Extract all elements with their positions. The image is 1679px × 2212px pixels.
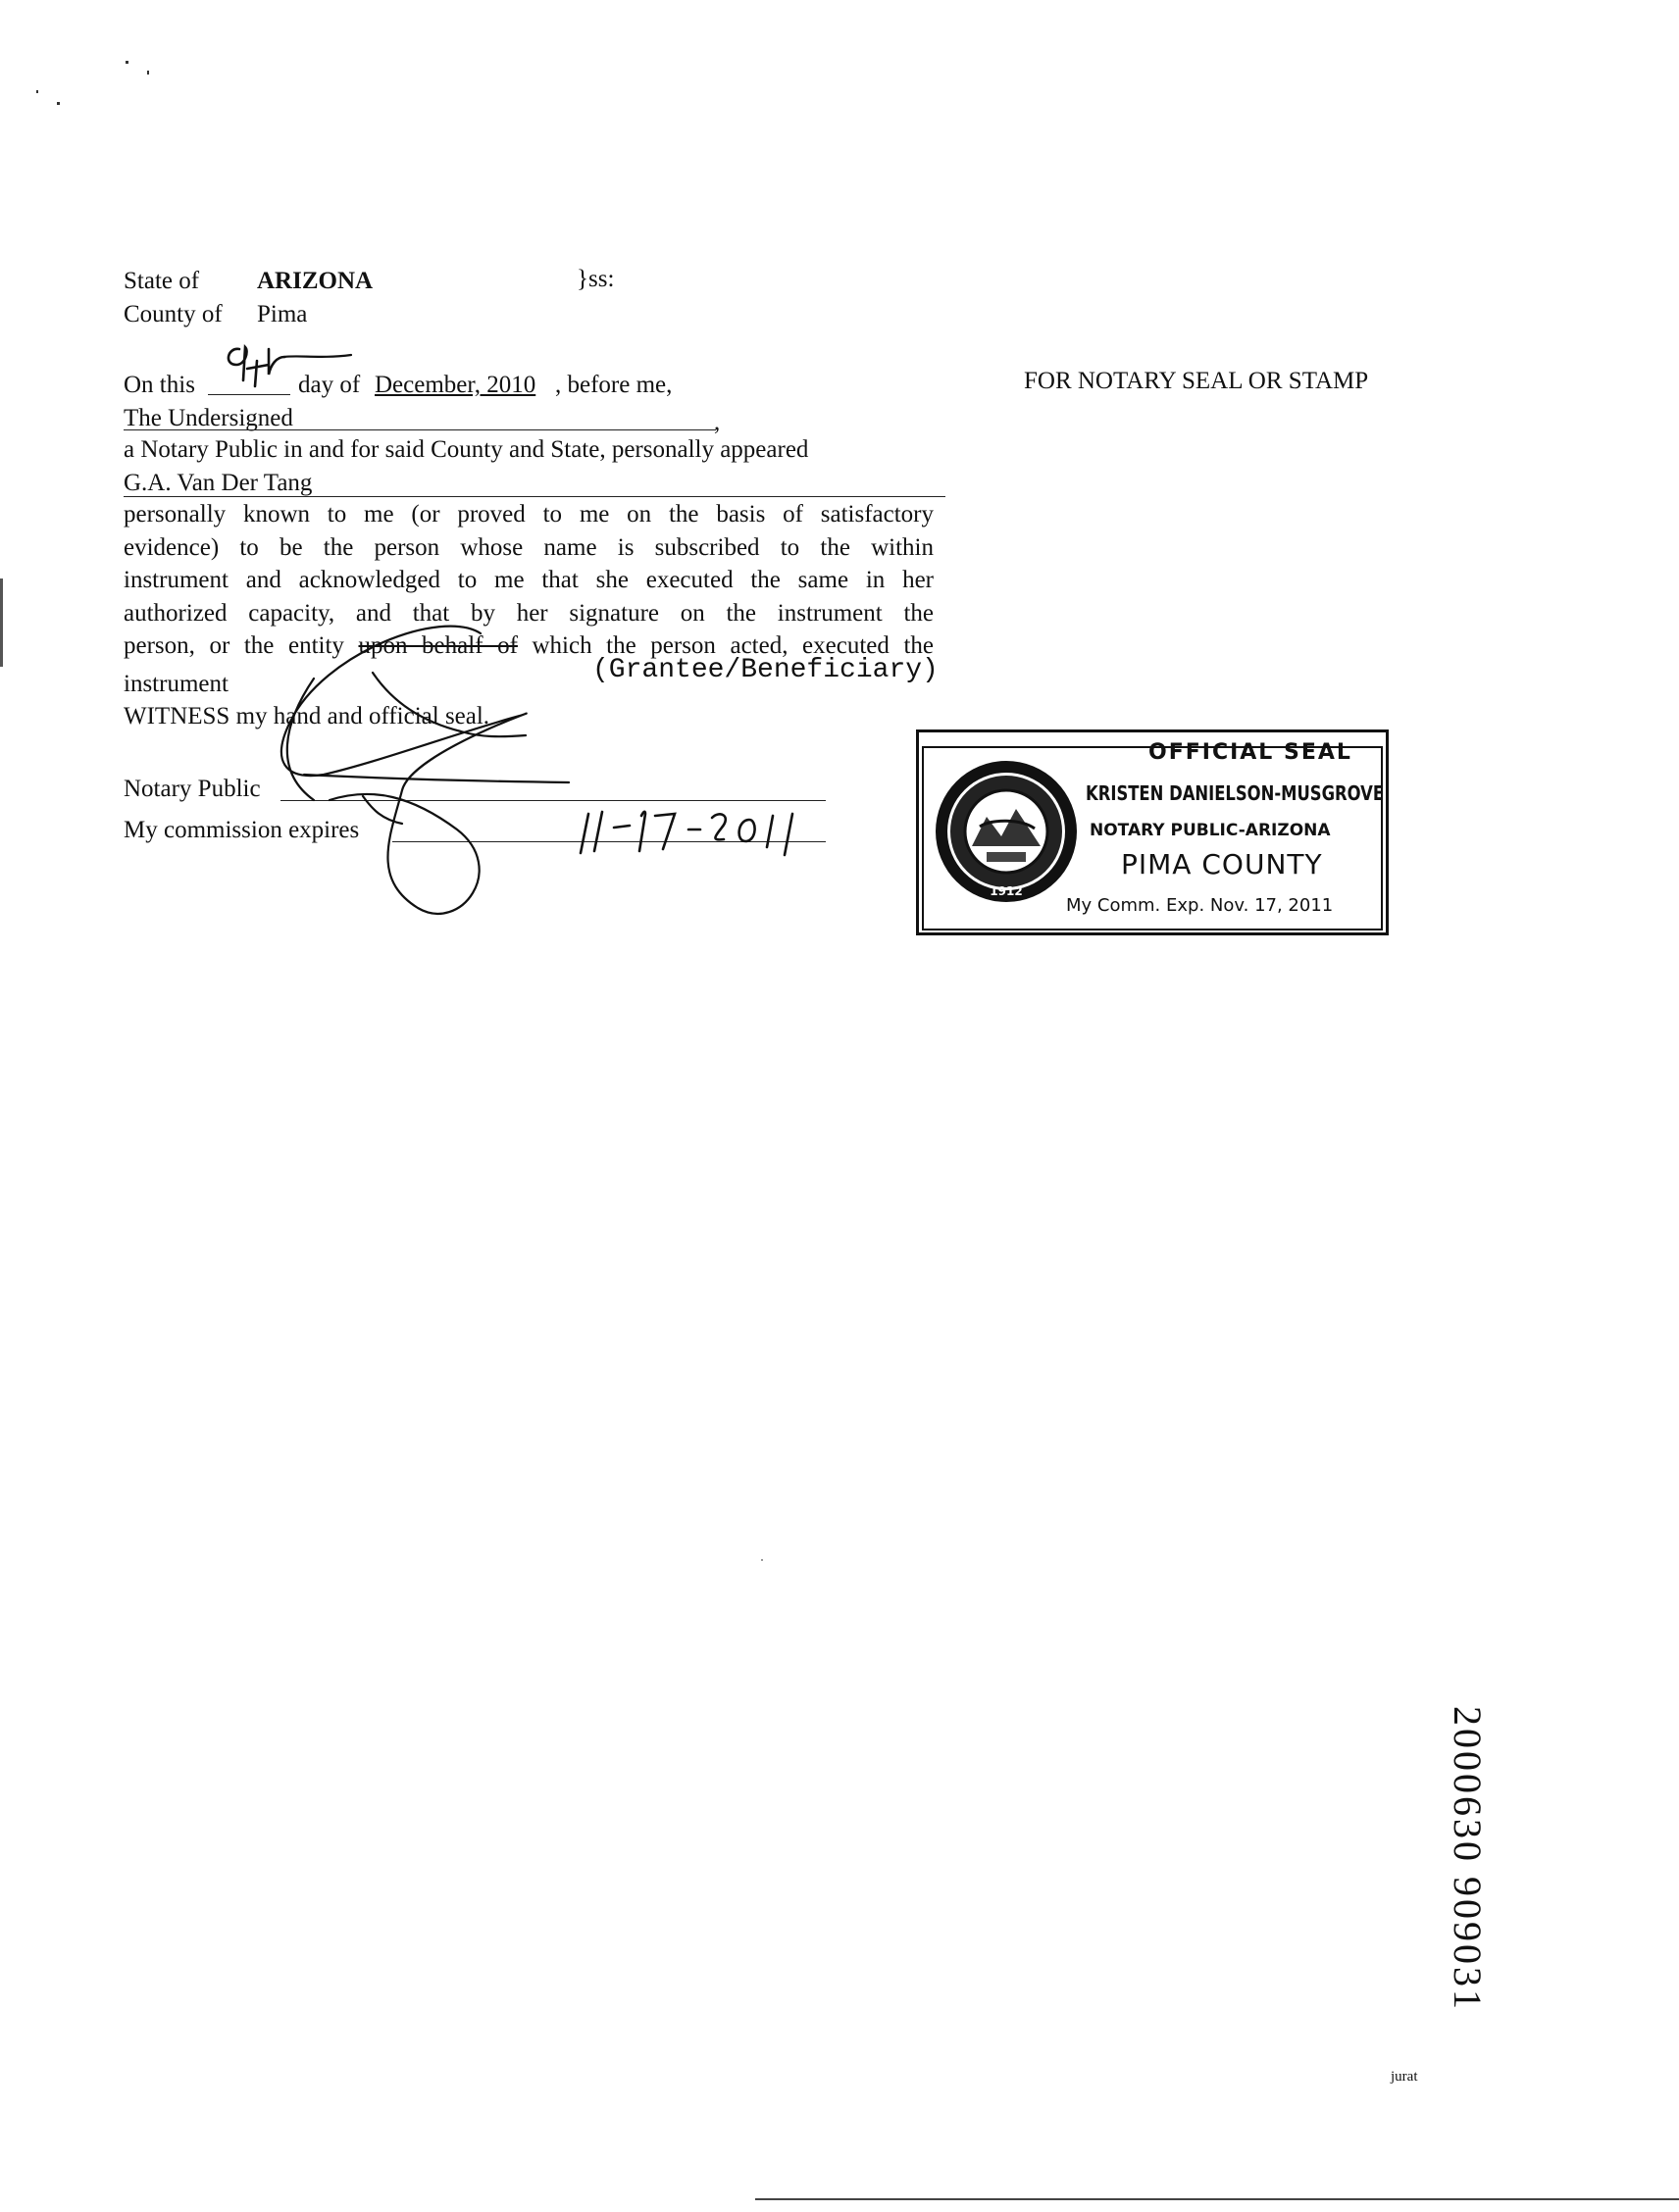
- day-of-label: day of: [298, 372, 361, 398]
- before-me-label: , before me,: [555, 372, 673, 398]
- witness-line: WITNESS my hand and official seal.: [124, 703, 490, 729]
- side-document-number: 2000630 909031: [1446, 1706, 1490, 2012]
- body-line: instrument and acknowledged to me that she executed the same in her: [124, 567, 934, 594]
- notary-stamp: [916, 729, 1389, 935]
- scan-border-bottom: [755, 2198, 1679, 2200]
- struck-text: upon behalf of: [358, 632, 518, 660]
- state-seal-graphic: [933, 758, 1080, 905]
- county-value: Pima: [257, 301, 308, 327]
- notary-statement: a Notary Public in and for said County and State, personally appeared: [124, 436, 809, 463]
- officer-name-line: [124, 429, 716, 430]
- on-this-label: On this: [124, 372, 195, 398]
- stamp-title: OFFICIAL SEAL: [1148, 740, 1352, 765]
- stamp-role: NOTARY PUBLIC-ARIZONA: [1090, 821, 1331, 840]
- commission-label: My commission expires: [124, 817, 360, 843]
- scan-speck: [147, 71, 149, 75]
- officer-name: The Undersigned: [124, 405, 293, 431]
- body-line: authorized capacity, and that by her signature on the instrument the: [124, 599, 934, 627]
- scan-speck: [761, 1559, 763, 1561]
- commission-date-handwritten: [575, 806, 830, 859]
- body-line-start: person, or the entity: [124, 632, 359, 660]
- officer-comma: ,: [714, 409, 721, 435]
- ss-mark: }ss:: [577, 266, 615, 292]
- notary-signature: [265, 614, 579, 928]
- stamp-expiry: My Comm. Exp. Nov. 17, 2011: [1066, 895, 1334, 916]
- state-label: State of: [124, 268, 200, 294]
- instrument-word: instrument: [124, 671, 229, 697]
- stamp-notary-name: KRISTEN DANIELSON-MUSGROVE: [1086, 781, 1385, 805]
- footer-label: jurat: [1391, 2069, 1418, 2085]
- appeared-name: G.A. Van Der Tang: [124, 470, 313, 496]
- state-seal-icon: [933, 758, 1080, 905]
- seal-area-label: FOR NOTARY SEAL OR STAMP: [1024, 368, 1369, 394]
- scan-speck: [126, 61, 128, 64]
- scan-speck: [36, 90, 38, 93]
- capacity-text: (Grantee/Beneficiary): [592, 655, 939, 685]
- scan-speck: [57, 102, 60, 105]
- notary-public-label: Notary Public: [124, 776, 261, 802]
- commission-date-handwriting-image: [575, 806, 830, 859]
- county-label: County of: [124, 301, 223, 327]
- body-line: personally known to me (or proved to me on the basis of satisfactory: [124, 501, 934, 528]
- appeared-name-line: [124, 496, 945, 497]
- date-typed: December, 2010: [375, 372, 536, 398]
- body-line-end: which the person acted, executed the: [517, 632, 934, 660]
- notary-signature-image: [265, 614, 579, 928]
- state-value: ARIZONA: [257, 268, 374, 294]
- body-line: evidence) to be the person whose name is subscribed to the within: [124, 533, 934, 561]
- seal-year: 1912: [990, 884, 1023, 898]
- stamp-county: PIMA COUNTY: [1121, 848, 1323, 880]
- scan-border-left: [0, 578, 3, 667]
